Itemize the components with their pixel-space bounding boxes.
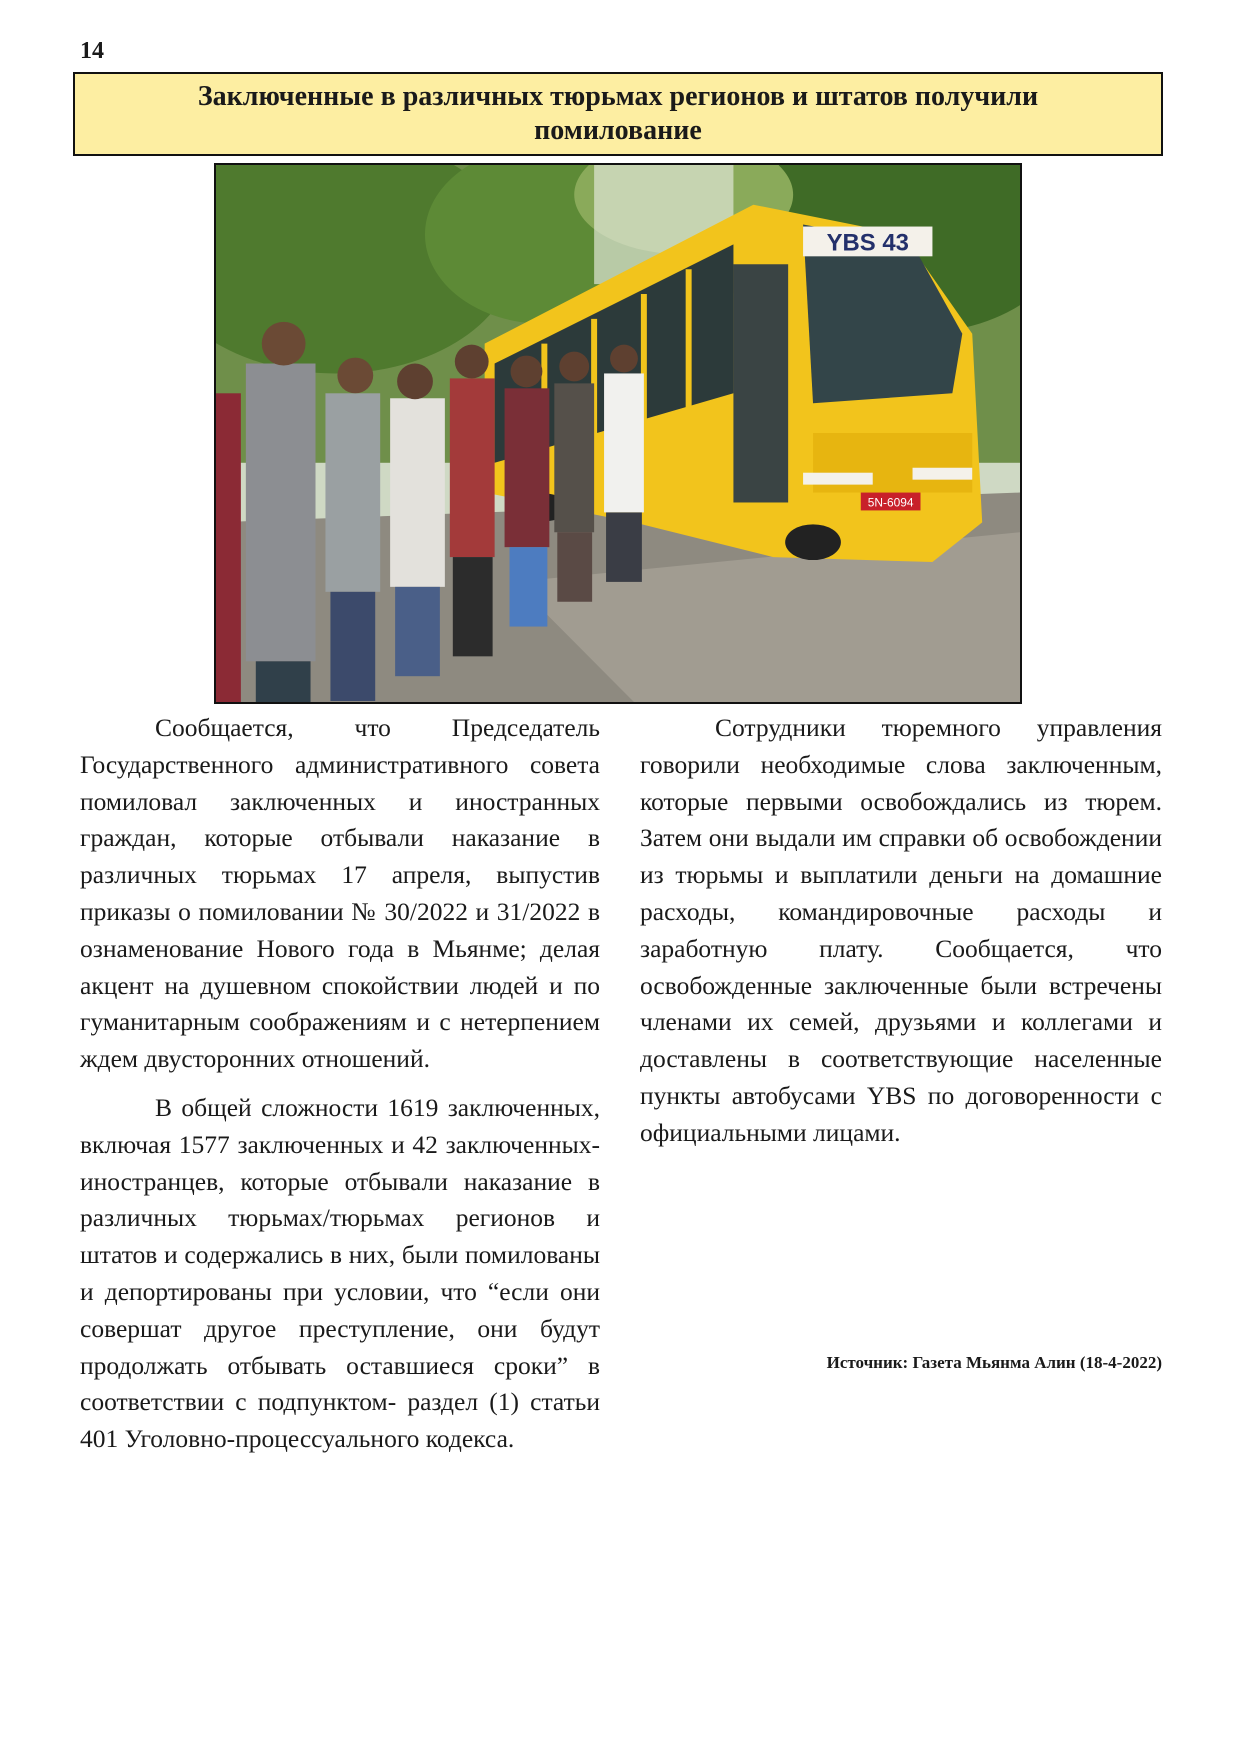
paragraph: В общей сложности 1619 заключенных, включая 1577 заключенных и 42 заключенных-иностранцев, которые отбывали наказание в различных тюрьмах/тюрьмах регионов и штатов и содержались в них, были помилованы и депортированы при условии, что “если они совершат другое преступление, они будут продолжать отбывать оставшиеся сроки” в соответствии с подпунктом- раздел (1) статьи 401 Уголовно-процессуального кодекса. <box>80 1092 600 1454</box>
article-title: Заключенные в различных тюрьмах регионов и штатов получили помилование <box>197 81 1039 146</box>
left-column <box>80 710 600 1470</box>
source-citation: Источник: Газета Мьянма Алин (18-4-2022) <box>826 1353 1162 1372</box>
paragraph: Сотрудники тюремного управления говорили необходимые слова заключенным, которые первыми освобождались из тюрем. Затем они выдали им справки об освобождении из тюрьмы и выплатили деньги на домашние расходы, командировочные расходы и заработную плату. Сообщается, что освобожденные заключенные были встречены членами их семей, друзьями и коллегами и доставлены в соответствующие населенные пункты автобусами YBS по договоренности с официальными лицами. <box>640 713 1162 1147</box>
article-title-box <box>73 72 1163 156</box>
right-column <box>640 710 1162 1164</box>
bus-plate: 5N-6094 <box>867 495 914 510</box>
paragraph: Сообщается, что Председатель Государственного административного совета помиловал заключенных и иностранных граждан, которые отбывали наказание в различных тюрьмах 17 апреля, выпустив приказы о помиловании № 30/2022 и 31/2022 в ознаменование Нового года в Мьянме; делая акцент на душевном спокойствии людей и по гуманитарным соображениям и с нетерпением ждем двусторонних отношений. <box>80 713 600 1074</box>
bus-route-label: YBS 43 <box>826 229 909 257</box>
bus-boarding-photo <box>216 165 1020 702</box>
article-photo <box>214 163 1022 704</box>
page-number: 14 <box>80 38 104 64</box>
